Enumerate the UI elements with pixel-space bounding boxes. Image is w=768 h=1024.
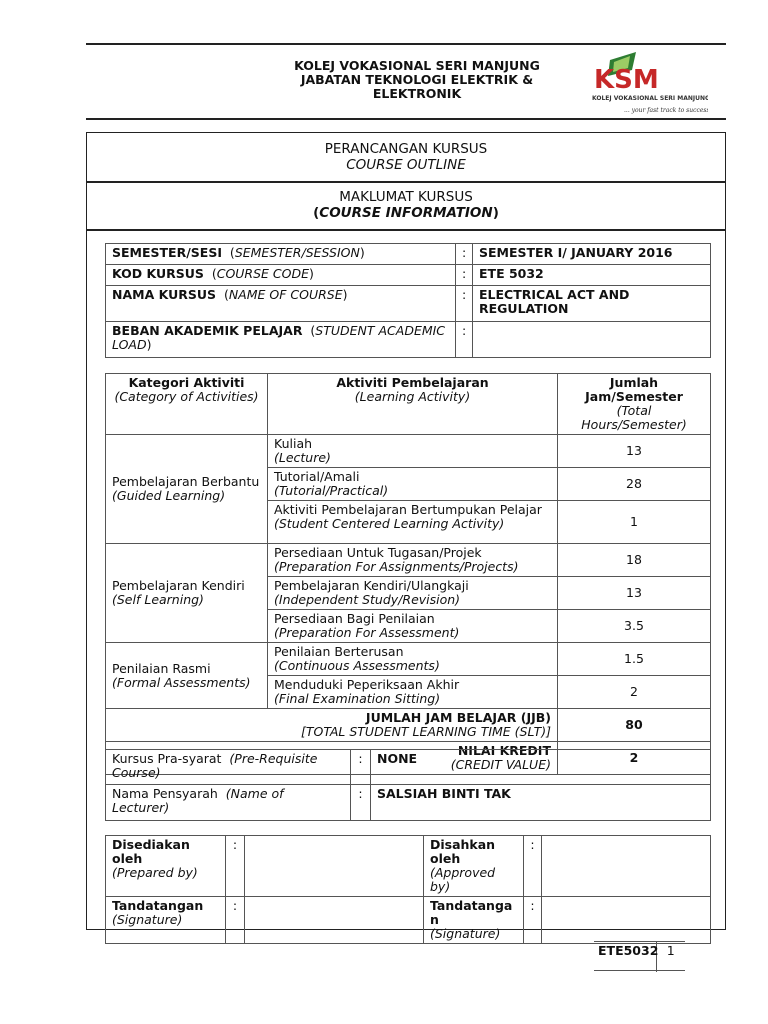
course-name-value: ELECTRICAL ACT AND REGULATION bbox=[473, 286, 711, 322]
colon: : bbox=[456, 286, 473, 322]
header-hours bbox=[558, 374, 711, 435]
header-category-en: (Category of Activities) bbox=[114, 389, 259, 404]
category-ms: Pembelajaran Berbantu bbox=[112, 474, 260, 489]
prereq-label-ms: Kursus Pra-syarat bbox=[112, 751, 222, 766]
logo-tagline: ... your fast track to success bbox=[624, 107, 708, 114]
learning-activity-table bbox=[105, 373, 711, 775]
course-info-row bbox=[106, 244, 711, 265]
course-info-label: KOD KURSUS (COURSE CODE) bbox=[106, 265, 456, 286]
college-logo bbox=[588, 48, 708, 118]
total-label bbox=[106, 709, 558, 742]
activity-en: (Tutorial/Practical) bbox=[274, 483, 389, 498]
colon: : bbox=[524, 836, 542, 897]
info-title-ms: MAKLUMAT KURSUS bbox=[339, 189, 473, 205]
approved-label-en: (Approved by) bbox=[430, 865, 496, 894]
hours-value: 1.5 bbox=[558, 643, 711, 676]
activity-en: (Preparation For Assignments/Projects) bbox=[274, 559, 519, 574]
hours-value: 1 bbox=[558, 501, 711, 544]
activity-cell bbox=[268, 501, 558, 544]
colon: : bbox=[351, 750, 371, 785]
colon: : bbox=[456, 244, 473, 265]
footer-page-number: 1 bbox=[656, 942, 685, 972]
label-ms: BEBAN AKADEMIK PELAJAR bbox=[112, 323, 303, 338]
prereq-label bbox=[106, 750, 351, 785]
footer-page-box bbox=[594, 941, 685, 972]
course-info-table bbox=[105, 243, 711, 358]
hours-value: 28 bbox=[558, 468, 711, 501]
info-title bbox=[87, 189, 725, 221]
prereq-lecturer-table bbox=[105, 749, 711, 821]
approved-label bbox=[424, 836, 524, 897]
activity-cell bbox=[268, 643, 558, 676]
activity-ms: Penilaian Berterusan bbox=[274, 644, 404, 659]
info-paren-close: ) bbox=[492, 205, 499, 221]
activity-ms: Tutorial/Amali bbox=[274, 469, 360, 484]
header-activity-en: (Learning Activity) bbox=[354, 389, 471, 404]
hours-value: 18 bbox=[558, 544, 711, 577]
label-en: STUDENT ACADEMIC LOAD bbox=[112, 323, 446, 352]
label-en: COURSE CODE bbox=[216, 266, 310, 281]
activity-ms: Persediaan Bagi Penilaian bbox=[274, 611, 435, 626]
semester-value: SEMESTER I/ JANUARY 2016 bbox=[473, 244, 711, 265]
category-formal bbox=[106, 643, 268, 709]
table-row bbox=[106, 544, 711, 577]
course-info-row bbox=[106, 322, 711, 358]
colon: : bbox=[351, 785, 371, 821]
header-activity-ms: Aktiviti Pembelajaran bbox=[336, 375, 489, 390]
prereq-label-en: (Pre-Requisite Course) bbox=[112, 751, 318, 780]
activity-header-row bbox=[106, 374, 711, 435]
course-info-label: NAMA KURSUS (NAME OF COURSE) bbox=[106, 286, 456, 322]
hours-value: 3.5 bbox=[558, 610, 711, 643]
signature-label-ms: Tandatanga n bbox=[430, 898, 513, 927]
prepared-label-en: (Prepared by) bbox=[112, 865, 198, 880]
outline-title-en: COURSE OUTLINE bbox=[346, 157, 466, 173]
academic-load-value bbox=[473, 322, 711, 358]
logo-mark: KSM bbox=[594, 65, 659, 95]
signature-label-en: (Signature) bbox=[112, 912, 183, 927]
colon: : bbox=[456, 322, 473, 358]
label-ms: KOD KURSUS bbox=[112, 266, 204, 281]
category-self bbox=[106, 544, 268, 643]
prepared-label bbox=[106, 836, 226, 897]
activity-ms: Persediaan Untuk Tugasan/Projek bbox=[274, 545, 482, 560]
category-guided bbox=[106, 435, 268, 544]
credit-label-ms: NILAI KREDIT bbox=[457, 743, 551, 758]
activity-cell bbox=[268, 468, 558, 501]
approved-label-ms: Disahkan oleh bbox=[430, 837, 496, 866]
category-en: (Self Learning) bbox=[112, 592, 204, 607]
signature-row bbox=[106, 897, 711, 944]
header-category-ms: Kategori Aktiviti bbox=[128, 375, 245, 390]
colon: : bbox=[226, 836, 245, 897]
lecturer-label bbox=[106, 785, 351, 821]
hours-value: 2 bbox=[558, 676, 711, 709]
footer-row bbox=[594, 942, 685, 972]
category-ms: Pembelajaran Kendiri bbox=[112, 578, 245, 593]
label-en: SEMESTER/SESSION bbox=[234, 245, 360, 260]
prereq-value: NONE bbox=[371, 750, 711, 785]
course-info-label: SEMESTER/SESI (SEMESTER/SESSION) bbox=[106, 244, 456, 265]
outline-separator-1 bbox=[87, 181, 725, 183]
header-activity bbox=[268, 374, 558, 435]
header-rule bbox=[86, 118, 726, 120]
signature-label-en: (Signature) bbox=[430, 926, 501, 941]
table-row bbox=[106, 435, 711, 468]
colon: : bbox=[456, 265, 473, 286]
activity-ms: Aktiviti Pembelajaran Bertumpukan Pelajar bbox=[274, 502, 542, 517]
activity-en: (Student Centered Learning Activity) bbox=[274, 516, 505, 531]
table-row bbox=[106, 643, 711, 676]
activity-cell bbox=[268, 577, 558, 610]
activity-ms: Kuliah bbox=[274, 436, 313, 451]
college-name: KOLEJ VOKASIONAL SERI MANJUNG bbox=[294, 58, 540, 73]
lecturer-label-ms: Nama Pensyarah bbox=[112, 786, 218, 801]
colon: : bbox=[226, 897, 245, 944]
top-rule bbox=[86, 43, 726, 45]
outline-title-ms: PERANCANGAN KURSUS bbox=[324, 141, 488, 157]
signature-value-right bbox=[542, 897, 711, 944]
label-ms: SEMESTER/SESI bbox=[112, 245, 222, 260]
lecturer-value: SALSIAH BINTI TAK bbox=[371, 785, 711, 821]
signature-label-ms: Tandatangan bbox=[112, 898, 204, 913]
outline-title bbox=[87, 141, 725, 173]
lecturer-label-en: (Name of Lecturer) bbox=[112, 786, 284, 815]
category-en: (Formal Assessments) bbox=[112, 674, 251, 690]
label-en: NAME OF COURSE bbox=[228, 287, 343, 302]
hours-value: 13 bbox=[558, 577, 711, 610]
outline-separator-2 bbox=[87, 229, 725, 231]
info-paren-open: ( bbox=[313, 205, 320, 221]
credit-value: 2 bbox=[558, 742, 711, 775]
total-label-ms: JUMLAH JAM BELAJAR (JJB) bbox=[365, 710, 551, 725]
signature-label-left bbox=[106, 897, 226, 944]
activity-ms: Menduduki Peperiksaan Akhir bbox=[274, 677, 460, 692]
approved-value bbox=[542, 836, 711, 897]
total-label-en: [TOTAL STUDENT LEARNING TIME (SLT)] bbox=[301, 724, 551, 739]
signature-label-right bbox=[424, 897, 524, 944]
activity-cell bbox=[268, 610, 558, 643]
course-code-value: ETE 5032 bbox=[473, 265, 711, 286]
activity-cell bbox=[268, 435, 558, 468]
course-info-row bbox=[106, 286, 711, 322]
activity-ms: Pembelajaran Kendiri/Ulangkaji bbox=[274, 578, 469, 593]
activity-en: (Final Examination Sitting) bbox=[274, 691, 441, 706]
department-line-1: JABATAN TEKNOLOGI ELEKTRIK & bbox=[300, 72, 534, 87]
prepared-label-ms: Disediakan oleh bbox=[112, 837, 190, 866]
header-hours-en: (Total Hours/Semester) bbox=[581, 403, 687, 432]
signoff-table bbox=[105, 835, 711, 944]
credit-label-en: (CREDIT VALUE) bbox=[450, 757, 551, 772]
colon: : bbox=[524, 897, 542, 944]
prepared-approved-row bbox=[106, 836, 711, 897]
activity-cell bbox=[268, 544, 558, 577]
logo-caption: KOLEJ VOKASIONAL SERI MANJUNG bbox=[592, 95, 708, 102]
info-title-en-line bbox=[87, 205, 725, 221]
total-hours-value: 80 bbox=[558, 709, 711, 742]
activity-en: (Continuous Assessments) bbox=[274, 658, 440, 673]
department-line-2: ELEKTRONIK bbox=[372, 86, 462, 101]
hours-value: 13 bbox=[558, 435, 711, 468]
activity-en: (Lecture) bbox=[274, 450, 331, 465]
footer-course-code: ETE5032 bbox=[594, 942, 656, 972]
document-header bbox=[262, 59, 572, 101]
prepared-value bbox=[245, 836, 424, 897]
total-row bbox=[106, 709, 711, 742]
label-ms: NAMA KURSUS bbox=[112, 287, 216, 302]
header-category bbox=[106, 374, 268, 435]
signature-value-left bbox=[245, 897, 424, 944]
course-info-row bbox=[106, 265, 711, 286]
activity-en: (Independent Study/Revision) bbox=[274, 592, 461, 607]
prereq-row bbox=[106, 750, 711, 785]
course-info-label: BEBAN AKADEMIK PELAJAR (STUDENT ACADEMIC LOAD) bbox=[106, 322, 456, 358]
category-ms: Penilaian Rasmi bbox=[112, 660, 211, 676]
activity-en: (Preparation For Assessment) bbox=[274, 625, 460, 640]
info-title-en: COURSE INFORMATION bbox=[319, 205, 493, 221]
header-hours-ms: Jumlah Jam/Semester bbox=[585, 375, 683, 404]
activity-cell bbox=[268, 676, 558, 709]
lecturer-row bbox=[106, 785, 711, 821]
footer-bottom-rule bbox=[594, 970, 685, 971]
category-en: (Guided Learning) bbox=[112, 488, 226, 503]
